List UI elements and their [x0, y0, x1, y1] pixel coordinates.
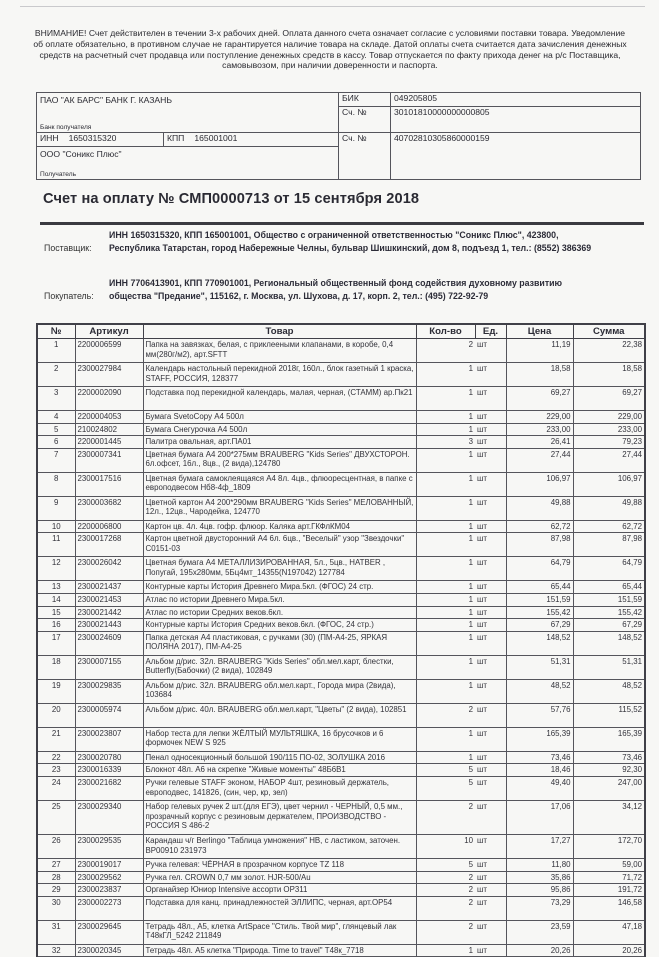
row-number: 5 — [37, 423, 75, 436]
article-code: 2300023807 — [75, 727, 143, 751]
unit: шт — [475, 655, 506, 679]
quantity: 1 — [416, 387, 475, 411]
table-row — [37, 520, 645, 533]
sum: 106,97 — [573, 472, 645, 496]
price: 11,19 — [506, 339, 573, 363]
unit: шт — [475, 858, 506, 871]
sum: 47,18 — [573, 920, 645, 944]
scan-edge-line — [20, 6, 645, 7]
table-row — [37, 472, 645, 496]
price: 65,44 — [506, 581, 573, 594]
table-row — [37, 679, 645, 703]
article-code: 2200006800 — [75, 520, 143, 533]
unit: шт — [475, 871, 506, 884]
article-code: 2300029535 — [75, 834, 143, 858]
product-name: Папка на завязках, белая, с приклееными клапанами, в коробе, 0,4 мм(280г/м2), арт.SFTT — [143, 339, 416, 363]
table-row — [37, 834, 645, 858]
quantity: 5 — [416, 776, 475, 800]
article-code: 2300020780 — [75, 751, 143, 764]
table-row — [37, 436, 645, 449]
bank-details-block — [36, 92, 641, 180]
price: 67,29 — [506, 619, 573, 632]
unit: шт — [475, 436, 506, 449]
article-code: 2300023837 — [75, 884, 143, 897]
article-code: 2300029835 — [75, 679, 143, 703]
table-row — [37, 619, 645, 632]
corr-account-label: Сч. № — [339, 107, 391, 133]
quantity: 1 — [416, 423, 475, 436]
col-header-product: Товар — [143, 324, 416, 339]
col-header-number: № — [37, 324, 75, 339]
price: 48,52 — [506, 679, 573, 703]
product-name: Цветная бумага самоклеящаяся А4 8л. 4цв., флюоресцентная, в папке с европодвесом Нб8-4ф_1809 — [143, 472, 416, 496]
product-name: Бумага SvetoCopy А4 500л — [143, 411, 416, 424]
product-name: Бумага Снегурочка А4 500л — [143, 423, 416, 436]
bank-name: ПАО "АК БАРС" БАНК Г. КАЗАНЬ — [40, 95, 173, 105]
product-name: Атлас по истории Средних веков.6кл. — [143, 606, 416, 619]
unit: шт — [475, 387, 506, 411]
unit: шт — [475, 631, 506, 655]
table-row — [37, 363, 645, 387]
article-code: 2300027984 — [75, 363, 143, 387]
table-row — [37, 920, 645, 944]
product-name: Ручки гелевые STAFF эконом, НАБОР 4шт, резиновый держатель, европодвес, 141826, (син, чер, кр, зел) — [143, 776, 416, 800]
quantity: 1 — [416, 581, 475, 594]
sum: 48,52 — [573, 679, 645, 703]
unit: шт — [475, 533, 506, 557]
unit: шт — [475, 751, 506, 764]
article-code: 2300029562 — [75, 871, 143, 884]
product-name: Цветная бумага А4 МЕТАЛЛИЗИРОВАННАЯ, 5л., 5цв., HATBER , Попугай, 195х280мм, 5Бц4мт_14355(N197042) 127784 — [143, 557, 416, 581]
unit: шт — [475, 896, 506, 920]
sum: 18,58 — [573, 363, 645, 387]
article-code: 2300020345 — [75, 944, 143, 957]
product-name: Тетрадь 48л., А5, клетка ArtSpace "Стиль. Твой мир", глянцевый лак Т48кГЛ_5242 211849 — [143, 920, 416, 944]
sum: 67,29 — [573, 619, 645, 632]
sum: 22,38 — [573, 339, 645, 363]
row-number: 9 — [37, 496, 75, 520]
sum: 59,00 — [573, 858, 645, 871]
unit: шт — [475, 606, 506, 619]
sum: 247,00 — [573, 776, 645, 800]
unit: шт — [475, 727, 506, 751]
article-code: 2300021682 — [75, 776, 143, 800]
quantity: 2 — [416, 884, 475, 897]
product-name: Альбом д/рис. 40л. BRAUBERG обл.мел.карт, "Цветы" (2 вида), 102851 — [143, 703, 416, 727]
row-number: 19 — [37, 679, 75, 703]
price: 49,40 — [506, 776, 573, 800]
sum: 62,72 — [573, 520, 645, 533]
price: 35,86 — [506, 871, 573, 884]
table-row — [37, 703, 645, 727]
table-row — [37, 944, 645, 957]
sum: 155,42 — [573, 606, 645, 619]
product-name: Подставка под перекидной календарь, малая, черная, (СТАММ) ар.Пк21 — [143, 387, 416, 411]
price: 57,76 — [506, 703, 573, 727]
invoice-title: Счет на оплату № СМП0000713 от 15 сентября 2018 — [43, 191, 420, 207]
table-row — [37, 557, 645, 581]
product-name: Ручка гел. CROWN 0,7 мм золот. HJR-500/Au — [143, 871, 416, 884]
article-code: 2300005974 — [75, 703, 143, 727]
article-code: 2300021453 — [75, 593, 143, 606]
price: 64,79 — [506, 557, 573, 581]
article-code: 2200004053 — [75, 411, 143, 424]
article-code: 2200001445 — [75, 436, 143, 449]
quantity: 10 — [416, 834, 475, 858]
article-code: 2300007341 — [75, 448, 143, 472]
row-number: 15 — [37, 606, 75, 619]
table-row — [37, 896, 645, 920]
article-code: 2300021442 — [75, 606, 143, 619]
price: 106,97 — [506, 472, 573, 496]
quantity: 2 — [416, 896, 475, 920]
quantity: 1 — [416, 520, 475, 533]
quantity: 1 — [416, 619, 475, 632]
price: 87,98 — [506, 533, 573, 557]
row-number: 11 — [37, 533, 75, 557]
article-code: 2300016339 — [75, 764, 143, 777]
sum: 69,27 — [573, 387, 645, 411]
supplier-label: Поставщик: — [44, 243, 92, 253]
product-name: Пенал односекционный большой 190/115 ПО-02, ЗОЛУШКА 2016 — [143, 751, 416, 764]
product-name: Цветная бумага А4 200*275мм BRAUBERG "Kids Series" ДВУХСТОРОН. 6л.офсет, 16л., 8цв., (2 вида),124780 — [143, 448, 416, 472]
article-code: 2300019017 — [75, 858, 143, 871]
bik-label: БИК — [339, 93, 391, 107]
row-number: 32 — [37, 944, 75, 957]
product-name: Картон цветной двусторонний А4 6л. 6цв., "Веселый" узор "Звездочки" С0151-03 — [143, 533, 416, 557]
payment-notice: ВНИМАНИЕ! Счет действителен в течении 3-х рабочих дней. Оплата данного счета означает согласие с условиями поставки товара. Уведомление об оплате обязательно, в противном случае не гарантируется наличие товара на складе. Датой оплаты счета считается дата зачисления денежных средств на расчетный счет продавца или поступление денежных средств в кассу. Товар отпускается по факту прихода денег на р/с Поставщика, самовывозом, при наличии доверенности и паспорта. — [33, 28, 627, 71]
unit: шт — [475, 448, 506, 472]
unit: шт — [475, 581, 506, 594]
row-number: 28 — [37, 871, 75, 884]
product-name: Контурные карты История Древнего Мира.5кл. (ФГОС) 24 стр. — [143, 581, 416, 594]
buyer-details: ИНН 7706413901, КПП 770901001, Региональный общественный фонд содействия духовному развитию общества "Предание", 115162, г. Москва, ул. Шухова, д. 17, корп. 2, тел.: (495) 722-92-79 — [109, 278, 563, 301]
bik-value: 049205805 — [391, 93, 640, 107]
quantity: 1 — [416, 655, 475, 679]
sum: 49,88 — [573, 496, 645, 520]
price: 155,42 — [506, 606, 573, 619]
quantity: 1 — [416, 751, 475, 764]
unit: шт — [475, 703, 506, 727]
unit: шт — [475, 496, 506, 520]
inn-label: ИНН — [40, 133, 59, 143]
price: 51,31 — [506, 655, 573, 679]
article-code: 2300021443 — [75, 619, 143, 632]
table-row — [37, 533, 645, 557]
product-name: Палитра овальная, арт.ПА01 — [143, 436, 416, 449]
price: 62,72 — [506, 520, 573, 533]
recipient-name: ООО "Соникс Плюс" — [40, 149, 122, 159]
row-number: 30 — [37, 896, 75, 920]
unit: шт — [475, 776, 506, 800]
quantity: 1 — [416, 944, 475, 957]
price: 233,00 — [506, 423, 573, 436]
quantity: 2 — [416, 920, 475, 944]
row-number: 13 — [37, 581, 75, 594]
price: 49,88 — [506, 496, 573, 520]
price: 26,41 — [506, 436, 573, 449]
sum: 51,31 — [573, 655, 645, 679]
col-header-unit: Ед. — [475, 324, 506, 339]
inn-cell — [37, 133, 164, 147]
row-number: 24 — [37, 776, 75, 800]
quantity: 5 — [416, 764, 475, 777]
row-number: 17 — [37, 631, 75, 655]
article-code: 2300029340 — [75, 800, 143, 834]
sum: 233,00 — [573, 423, 645, 436]
unit: шт — [475, 339, 506, 363]
sum: 172,70 — [573, 834, 645, 858]
col-header-sum: Сумма — [573, 324, 645, 339]
recipient-cell — [37, 147, 339, 179]
article-code: 2300017516 — [75, 472, 143, 496]
unit: шт — [475, 411, 506, 424]
row-number: 2 — [37, 363, 75, 387]
row-number: 20 — [37, 703, 75, 727]
price: 20,26 — [506, 944, 573, 957]
unit: шт — [475, 619, 506, 632]
table-row — [37, 496, 645, 520]
table-row — [37, 858, 645, 871]
title-divider — [40, 222, 644, 225]
account-value: 40702810305860000159 — [394, 133, 490, 143]
quantity: 2 — [416, 871, 475, 884]
inn-value: 1650315320 — [68, 133, 117, 143]
product-name: Папка детская А4 пластиковая, с ручками (30) (ПМ-А4-25, ЯРКАЯ ПОЛЯНА 2017), ПМ-А4-25 — [143, 631, 416, 655]
unit: шт — [475, 764, 506, 777]
buyer-label: Покупатель: — [44, 291, 94, 301]
corr-account-value: 30101810000000000805 — [391, 107, 640, 133]
table-row — [37, 423, 645, 436]
unit: шт — [475, 944, 506, 957]
col-header-quantity: Кол-во — [416, 324, 475, 339]
sum: 92,30 — [573, 764, 645, 777]
quantity: 1 — [416, 631, 475, 655]
table-header-row — [37, 324, 645, 339]
article-code: 2200002090 — [75, 387, 143, 411]
product-name: Набор гелевых ручек 2 шт.(для ЕГЭ), цвет чернил - ЧЕРНЫЙ, 0,5 мм., прозрачный корпус с резиновым держателем, ПРОИЗВОДСТВО - РОССИЯ S 486-2 — [143, 800, 416, 834]
table-row — [37, 655, 645, 679]
quantity: 2 — [416, 703, 475, 727]
price: 148,52 — [506, 631, 573, 655]
row-number: 14 — [37, 593, 75, 606]
quantity: 1 — [416, 533, 475, 557]
product-name: Контурные карты История Средних веков.6кл. (ФГОС, 24 стр.) — [143, 619, 416, 632]
product-name: Карандаш ч/г Berlingo "Таблица умножения" НВ, с ластиком, заточен. ВР00910 231973 — [143, 834, 416, 858]
table-row — [37, 871, 645, 884]
table-row — [37, 339, 645, 363]
quantity: 1 — [416, 606, 475, 619]
price: 165,39 — [506, 727, 573, 751]
unit: шт — [475, 800, 506, 834]
product-name: Альбом д/рис. 32л. BRAUBERG "Kids Series" обл.мел.карт, блестки, Butterfly(Бабочки) (2 вида), 102849 — [143, 655, 416, 679]
product-name: Картон цв. 4л. 4цв. гофр. флюор. Каляка арт.ГКФлКМ04 — [143, 520, 416, 533]
product-name: Ручка гелевая: ЧЁРНАЯ в прозрачном корпусе TZ 118 — [143, 858, 416, 871]
sum: 34,12 — [573, 800, 645, 834]
quantity: 1 — [416, 679, 475, 703]
row-number: 18 — [37, 655, 75, 679]
table-row — [37, 581, 645, 594]
row-number: 10 — [37, 520, 75, 533]
article-code: 2300026042 — [75, 557, 143, 581]
unit: шт — [475, 593, 506, 606]
unit: шт — [475, 834, 506, 858]
table-row — [37, 727, 645, 751]
quantity: 5 — [416, 858, 475, 871]
row-number: 16 — [37, 619, 75, 632]
table-row — [37, 800, 645, 834]
recipient-label: Получатель — [40, 171, 77, 178]
sum: 71,72 — [573, 871, 645, 884]
sum: 165,39 — [573, 727, 645, 751]
row-number: 4 — [37, 411, 75, 424]
table-row — [37, 606, 645, 619]
row-number: 8 — [37, 472, 75, 496]
price: 69,27 — [506, 387, 573, 411]
price: 18,58 — [506, 363, 573, 387]
quantity: 1 — [416, 448, 475, 472]
quantity: 2 — [416, 800, 475, 834]
table-row — [37, 387, 645, 411]
quantity: 1 — [416, 411, 475, 424]
product-name: Блокнот 48л. А6 на скрепке "Живые моменты" 48Б6В1 — [143, 764, 416, 777]
article-code: 2300017268 — [75, 533, 143, 557]
price: 18,46 — [506, 764, 573, 777]
price: 73,29 — [506, 896, 573, 920]
article-code: 2200006599 — [75, 339, 143, 363]
sum: 27,44 — [573, 448, 645, 472]
price: 95,86 — [506, 884, 573, 897]
row-number: 12 — [37, 557, 75, 581]
table-row — [37, 776, 645, 800]
bank-name-cell — [37, 93, 339, 133]
table-row — [37, 631, 645, 655]
sum: 191,72 — [573, 884, 645, 897]
kpp-value: 165001001 — [194, 133, 238, 143]
row-number: 6 — [37, 436, 75, 449]
table-row — [37, 751, 645, 764]
article-code: 2300007155 — [75, 655, 143, 679]
row-number: 21 — [37, 727, 75, 751]
price: 17,27 — [506, 834, 573, 858]
unit: шт — [475, 884, 506, 897]
sum: 73,46 — [573, 751, 645, 764]
row-number: 3 — [37, 387, 75, 411]
kpp-cell — [164, 133, 339, 147]
price: 17,06 — [506, 800, 573, 834]
row-number: 22 — [37, 751, 75, 764]
sum: 87,98 — [573, 533, 645, 557]
product-name: Тетрадь 48л. А5 клетка "Природа. Time to travel" Т48к_7718 — [143, 944, 416, 957]
article-code: 2300029645 — [75, 920, 143, 944]
quantity: 1 — [416, 472, 475, 496]
article-code: 2300021437 — [75, 581, 143, 594]
table-body — [37, 339, 645, 957]
price: 229,00 — [506, 411, 573, 424]
quantity: 2 — [416, 339, 475, 363]
sum: 64,79 — [573, 557, 645, 581]
items-table — [36, 323, 646, 957]
product-name: Календарь настольный перекидной 2018г, 160л., блок газетный 1 краска, STAFF, РОССИЯ, 128377 — [143, 363, 416, 387]
sum: 151,59 — [573, 593, 645, 606]
col-header-article: Артикул — [75, 324, 143, 339]
article-code: 2300002273 — [75, 896, 143, 920]
table-row — [37, 884, 645, 897]
table-row — [37, 764, 645, 777]
account-label: Сч. № — [339, 133, 391, 179]
sum: 20,26 — [573, 944, 645, 957]
article-code: 210024802 — [75, 423, 143, 436]
col-header-price: Цена — [506, 324, 573, 339]
row-number: 23 — [37, 764, 75, 777]
row-number: 26 — [37, 834, 75, 858]
unit: шт — [475, 363, 506, 387]
sum: 229,00 — [573, 411, 645, 424]
product-name: Альбом д/рис. 32л. BRAUBERG обл.мел.карт., Города мира (2вида), 103684 — [143, 679, 416, 703]
table-row — [37, 411, 645, 424]
bank-label: Банк получателя — [40, 124, 92, 131]
row-number: 25 — [37, 800, 75, 834]
article-code: 2300024609 — [75, 631, 143, 655]
product-name: Органайзер Юниор Intensive ассорти ОР311 — [143, 884, 416, 897]
product-name: Цветной картон А4 200*290мм BRAUBERG "Kids Series" МЕЛОВАННЫЙ, 12л., 12цв., Чародейка, 124770 — [143, 496, 416, 520]
sum: 115,52 — [573, 703, 645, 727]
product-name: Подставка для канц. принадлежностей ЭЛЛИПС, черная, арт.ОР54 — [143, 896, 416, 920]
sum: 79,23 — [573, 436, 645, 449]
row-number: 7 — [37, 448, 75, 472]
quantity: 1 — [416, 363, 475, 387]
unit: шт — [475, 557, 506, 581]
quantity: 1 — [416, 496, 475, 520]
price: 27,44 — [506, 448, 573, 472]
row-number: 29 — [37, 884, 75, 897]
kpp-label: КПП — [167, 133, 185, 143]
unit: шт — [475, 472, 506, 496]
product-name: Набор теста для лепки ЖЁЛТЫЙ МУЛЬТЯШКА, 16 брусочков и 6 формочек NEW S 925 — [143, 727, 416, 751]
supplier-details: ИНН 1650315320, КПП 165001001, Общество с ограниченной ответственностью "Соникс Плюс", 423800, Республика Татарстан, город Набережные Челны, бульвар Шишкинский, дом 8, подъезд 1, тел.: (8552) 386369 — [109, 230, 592, 253]
sum: 146,58 — [573, 896, 645, 920]
sum: 148,52 — [573, 631, 645, 655]
unit: шт — [475, 423, 506, 436]
quantity: 1 — [416, 557, 475, 581]
sum: 65,44 — [573, 581, 645, 594]
product-name: Атлас по истории Древнего Мира.5кл. — [143, 593, 416, 606]
price: 11,80 — [506, 858, 573, 871]
article-code: 2300003682 — [75, 496, 143, 520]
quantity: 1 — [416, 727, 475, 751]
row-number: 31 — [37, 920, 75, 944]
row-number: 1 — [37, 339, 75, 363]
quantity: 1 — [416, 593, 475, 606]
price: 73,46 — [506, 751, 573, 764]
table-row — [37, 448, 645, 472]
unit: шт — [475, 920, 506, 944]
unit: шт — [475, 679, 506, 703]
table-row — [37, 593, 645, 606]
row-number: 27 — [37, 858, 75, 871]
price: 23,59 — [506, 920, 573, 944]
price: 151,59 — [506, 593, 573, 606]
unit: шт — [475, 520, 506, 533]
quantity: 3 — [416, 436, 475, 449]
